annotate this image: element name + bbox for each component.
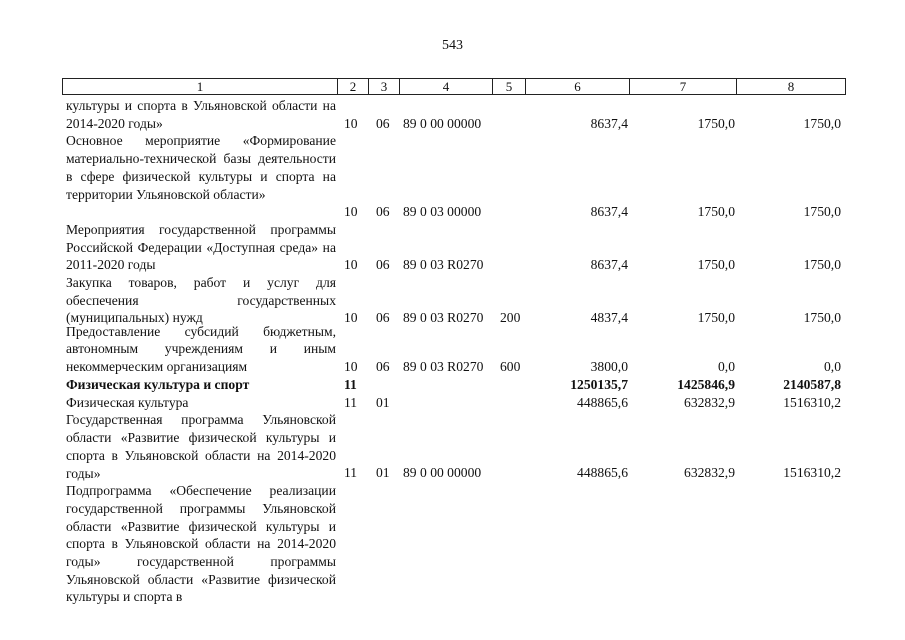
row-col-2: 10 (344, 115, 358, 131)
row-col-6: 3800,0 (590, 359, 628, 375)
row-col-2: 10 (344, 310, 358, 326)
header-col-6: 6 (525, 79, 629, 94)
row-description: Основное мероприятие «Формирование материально-технической базы деятельности в сфере физической культуры и спорта на территории Ульяновской области» (66, 133, 336, 202)
row-description: Закупка товаров, работ и услуг для обеспечения государственных (муниципальных) нужд (66, 275, 336, 326)
row-description: Мероприятия государственной программы Российской Федерации «Доступная среда» на 2011-2020 годы (66, 221, 336, 273)
header-col-4: 4 (399, 79, 492, 94)
row-col-3: 06 (376, 204, 390, 220)
row-col-3: 06 (376, 310, 390, 326)
row-description: Подпрограмма «Обеспечение реализации государственной программы Ульяновской области «Развитие физической культуры и спорта в Ульяновской области на 2014-2020 годы» государственной программы Ульяновской области «Развитие физической культуры и спорта в (66, 483, 336, 605)
row-col-5: 600 (500, 359, 521, 375)
row-col-7: 1425846,9 (677, 377, 735, 392)
row-col-6: 4837,4 (590, 310, 628, 326)
row-col-5: 200 (500, 310, 521, 326)
page-number: 543 (442, 38, 463, 53)
row-col-8: 0,0 (824, 359, 841, 375)
row-col-3: 06 (376, 359, 390, 375)
header-col-2: 2 (337, 79, 368, 94)
row-description: Государственная программа Ульяновской области «Развитие физической культуры и спорта в Ульяновской области на 2014-2020 годы» (66, 412, 336, 481)
row-col-4: 89 0 00 00000 (403, 115, 482, 131)
row-col-8: 1516310,2 (783, 394, 841, 410)
row-col-3: 01 (376, 394, 390, 410)
row-col-7: 1750,0 (697, 204, 735, 220)
row-col-7: 0,0 (718, 359, 735, 375)
row-col-8: 2140587,8 (783, 377, 841, 392)
row-description: Предоставление субсидий бюджетным, автономным учреждениям и иным некоммерческим организациям (66, 323, 336, 375)
row-description: культуры и спорта в Ульяновской области на 2014-2020 годы» (66, 98, 336, 131)
row-col-4: 89 0 03 R0270 (403, 257, 484, 273)
row-col-3: 06 (376, 257, 390, 273)
row-col-6: 448865,6 (577, 465, 628, 481)
row-col-2: 11 (344, 394, 358, 410)
row-col-4: 89 0 03 R0270 (403, 359, 484, 375)
row-description: Физическая культура и спорт (66, 377, 250, 392)
header-col-7: 7 (629, 79, 736, 94)
row-col-3: 06 (376, 115, 390, 131)
row-col-6: 448865,6 (577, 394, 628, 410)
row-col-6: 8637,4 (590, 257, 628, 273)
row-col-6: 8637,4 (590, 204, 628, 220)
header-col-3: 3 (368, 79, 399, 94)
row-col-7: 632832,9 (684, 465, 735, 481)
row-col-8: 1750,0 (803, 257, 841, 273)
row-col-8: 1750,0 (803, 115, 841, 131)
row-col-6: 8637,4 (590, 115, 628, 131)
header-col-1: 1 (196, 79, 204, 94)
row-col-4: 89 0 03 R0270 (403, 310, 484, 326)
table-header (62, 78, 846, 95)
row-col-4: 89 0 00 00000 (403, 465, 482, 481)
header-col-8: 8 (736, 79, 845, 94)
row-col-4: 89 0 03 00000 (403, 204, 482, 220)
row-col-8: 1750,0 (803, 310, 841, 326)
row-col-2: 11 (344, 377, 357, 392)
row-col-7: 1750,0 (697, 115, 735, 131)
row-description: Физическая культура (66, 394, 189, 410)
row-col-7: 1750,0 (697, 257, 735, 273)
row-col-2: 11 (344, 465, 358, 481)
row-col-7: 632832,9 (684, 394, 735, 410)
row-col-2: 10 (344, 359, 358, 375)
header-col-5: 5 (492, 79, 525, 94)
row-col-3: 01 (376, 465, 390, 481)
row-col-2: 10 (344, 257, 358, 273)
row-col-8: 1516310,2 (783, 465, 841, 481)
row-col-7: 1750,0 (697, 310, 735, 326)
row-col-6: 1250135,7 (570, 377, 628, 392)
row-col-2: 10 (344, 204, 358, 220)
row-col-8: 1750,0 (803, 204, 841, 220)
